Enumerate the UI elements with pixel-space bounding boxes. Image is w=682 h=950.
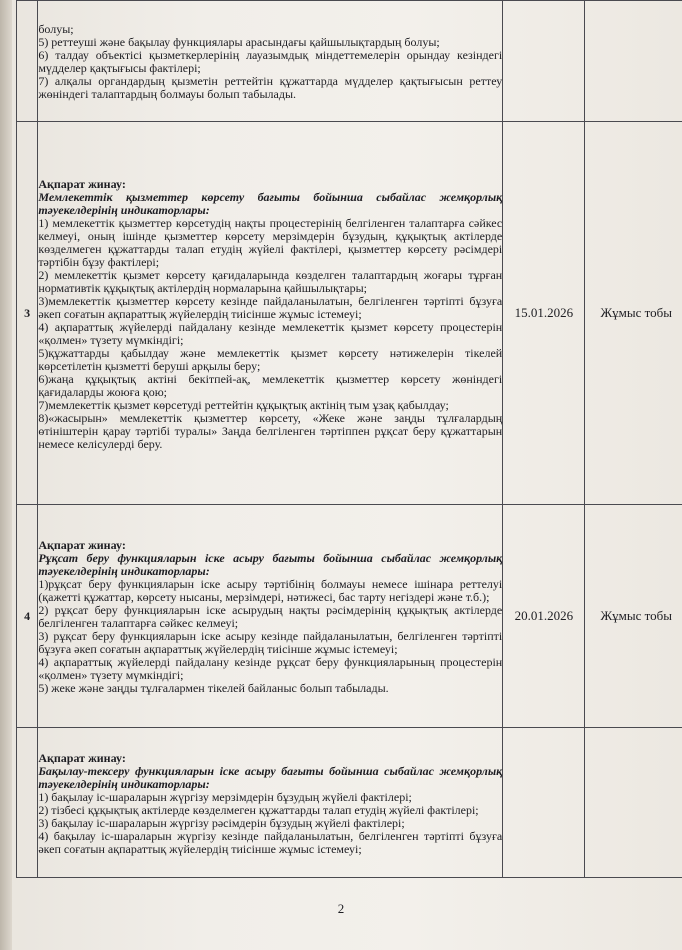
list-item: 4) ақпараттық жүйелерді пайдалану кезінде мемлекеттік қызмет көрсету процестерін «қолмен» түзету мүмкіндігі; [38,319,503,347]
section-header: Ақпарат жинау: [38,538,126,552]
list-item: 7)мемлекеттік қызмет көрсетуді реттейтін құқықтық актінің тым ұзақ қабылдау; [38,397,449,412]
row-number [17,728,38,878]
list-item: 6) талдау объектісі қызметкерлерінің лауазымдық міндеттемелерін орындау кезіндегі мүдделер қақтығысы фактілері; [38,47,503,75]
list-item: 5) жеке және заңды тұлғалармен тікелей байланыс болып табылады. [38,681,389,695]
list-item: 1) мемлекеттік қызметтер көрсетудің нақты процестерінің белгіленген талаптарға сәйкес келмеуі, оның ішінде қызметтер көрсету мерзімдерін бұзудың, құқықтық актілерде көзделмеген құжаттарды талап етудің жүйелі фактілері, қызметтер көрсету рәсімдері тәртібін бұзу фактілері; [38,215,503,269]
section-header: Ақпарат жинау: [38,750,126,765]
row-responsible: Жұмыс тобы [585,505,682,728]
list-item: 1) бақылау іс-шараларын жүргізу мерзімдерін бұзудың жүйелі фактілері; [38,789,412,804]
section-header: Ақпарат жинау: [38,176,126,191]
table-row [17,122,682,505]
table-row [17,728,682,878]
row-number [17,1,38,122]
row-date: 20.01.2026 [503,505,585,728]
list-item: 2) тізбесі құқықтық актілерде көзделмеген құжаттарды талап етудің жүйелі фактілері; [38,802,479,817]
plan-table [16,0,682,878]
section-subheader: Мемлекеттік қызметтер көрсету бағыты бойынша сыбайлас жемқорлық тәуекелдерінің индикаторлары: [38,189,503,217]
list-item: 5)құжаттарды қабылдау және мемлекеттік қызмет көрсету нәтижелерін тікелей көрсетілетін қызметті беруші арқылы беру; [38,345,503,373]
list-item: 4) ақпараттық жүйелерді пайдалану кезінде рұқсат беру функцияларының процестерін «қолмен» түзету мүмкіндігі; [38,655,503,682]
row-content [38,728,503,878]
row-content [38,505,503,728]
list-item: 1)рұқсат беру функцияларын іске асыру тәртібінің болмауы немесе ішінара реттелуі (қажетті құжаттар, көрсету нысаны, мерзімдері, нәтижесі, бас тарту негіздері және т.б.); [38,577,503,604]
page-edge [0,0,12,950]
list-item: 7) алқалы органдардың қызметін реттейтін құжаттарда мүдделер қақтығысын реттеу жөніндегі талаптардың болмауы болып табылады. [38,73,503,101]
row-responsible [585,1,682,122]
row-date [503,1,585,122]
table-row [17,1,682,122]
list-item: 5) реттеуші және бақылау функциялары арасындағы қайшылықтардың болуы; [38,34,440,49]
list-item: 2) рұқсат беру функцияларын іске асырудың нақты рәсімдерінің құқықтық актілерде белгіленген талаптарға сәйкес келмеуі; [38,603,503,630]
row-content [38,1,503,122]
row-number: 4 [17,505,38,728]
row-content [38,122,503,505]
table-row [17,505,682,728]
row-date: 15.01.2026 [503,122,585,505]
list-item: 6)жаңа құқықтық актіні бекітпей-ақ, мемлекеттік қызметтер көрсету жөніндегі қағидаларды жоюға қою; [38,371,503,399]
list-item: 3) бақылау іс-шараларын жүргізу рәсімдерін бұзудың жүйелі фактілері; [38,815,405,830]
section-subheader: Бақылау-тексеру функцияларын іске асыру бағыты бойынша сыбайлас жемқорлық тәуекелдерінің индикаторлары: [38,763,503,791]
row-responsible: Жұмыс тобы [585,122,682,505]
list-item: 3) рұқсат беру функцияларын іске асыру кезінде пайдаланылатын, белгіленген тәртіпті бұзуға әкеп соғатын ақпараттық жүйелердің тиісінше жұмыс істемеуі; [38,629,503,656]
page-number: 2 [337,901,345,916]
list-item: 3)мемлекеттік қызметтер көрсету кезінде пайдаланылатын, белгіленген тәртіпті бұзуға әкеп соғатын ақпараттық жүйелердің тиісінше жұмыс істемеуі; [38,293,503,321]
section-subheader: Рұқсат беру функцияларын іске асыру бағыты бойынша сыбайлас жемқорлық тәуекелдерінің индикаторлары: [38,551,503,578]
list-item: 8)«жасырын» мемлекеттік қызметтер көрсету, «Жеке және заңды тұлғалардың өтініштерін қарау тәртібі туралы» Заңда белгіленген тәртіппен рұқсат беру құжаттарын немесе келісулерді беру. [38,410,503,451]
row-number: 3 [17,122,38,505]
row-responsible [585,728,682,878]
row-date [503,728,585,878]
list-item: 4) бақылау іс-шараларын жүргізу кезінде пайдаланылатын, белгіленген тәртіпті бұзуға әкеп соғатын ақпараттық жүйелердің тиісінше жұмыс істемеуі; [38,828,503,856]
list-item: 2) мемлекеттік қызмет көрсету қағидаларында көзделген талаптардың жоғары тұрған нормативтік құқықтық актілердің нормаларына қайшылықтары; [38,267,503,295]
list-item: болуы; [38,21,74,36]
